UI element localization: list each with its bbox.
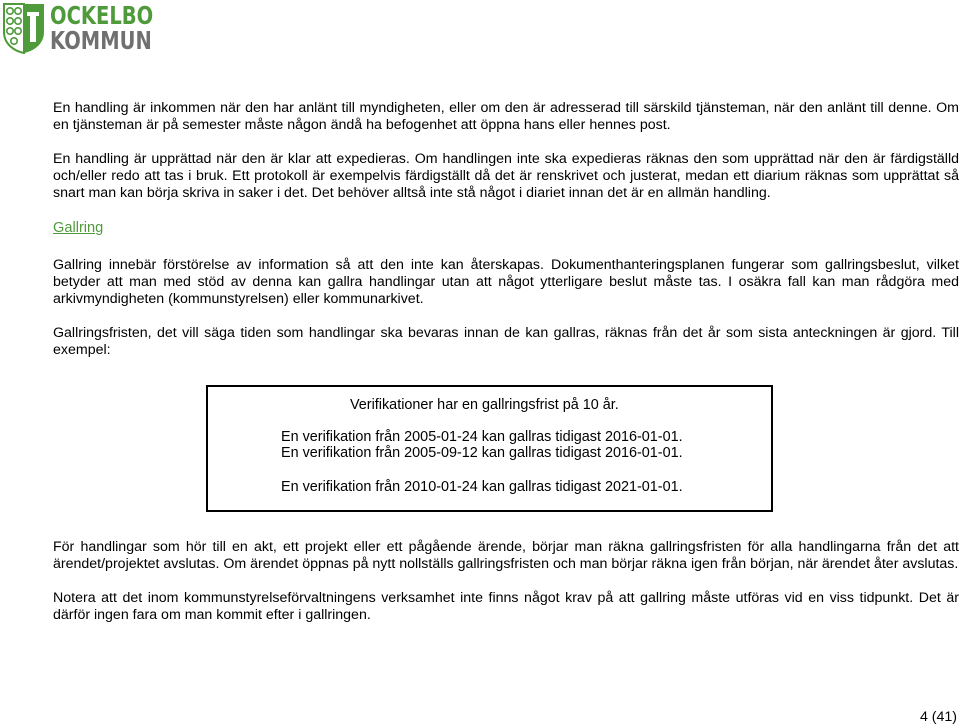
example-title: Verifikationer har en gallringsfrist på 10 år. [350,397,619,413]
page-number: 4 (41) [919,709,957,725]
example-box [206,385,773,512]
paragraph-gallringsfrist: Gallringsfristen, det vill säga tiden som handlingar ska bevaras innan de kan gallras, räknas från det år som sista anteckningen är gjord. Till exempel: [53,325,959,358]
paragraph-upprattad: En handling är upprättad när den är klar att expedieras. Om handlingen inte ska expedieras räknas den som upprättad när den är färdigställd och/eller redo att tas i bruk. Ett protokoll är exempelvis färdigställt då det är renskrivet och justerat, medan ett diarium räknas som upprättat så snart man kan börja skriva in saker i det. Det behöver alltså inte stå något i diariet innan det är en allmän handling. [53,151,959,201]
main-content [53,100,959,376]
example-line: En verifikation från 2005-09-12 kan gallras tidigast 2016-01-01. [281,445,683,461]
municipality-shield-icon [2,2,46,54]
example-line: En verifikation från 2010-01-24 kan gallras tidigast 2021-01-01. [281,479,683,495]
logo-text-ockelbo: OCKELBO [50,1,154,30]
page-header [0,0,200,58]
example-line: En verifikation från 2005-01-24 kan gallras tidigast 2016-01-01. [281,429,683,445]
paragraph-notera: Notera att det inom kommunstyrelseförvaltningens verksamhet inte finns något krav på att gallring måste utföras vid en viss tidpunkt. Det är därför ingen fara om man kommit efter i gallringen. [53,590,959,623]
paragraph-akt-projekt: För handlingar som hör till en akt, ett projekt eller ett pågående ärende, börjar man räkna gallringsfristen för alla handlingarna från det att ärendet/projektet avslutas. Om ärendet öppnas på nytt nollställs gallringsfristen och man börjar räkna igen från början, när ärendet åter avslutas. [53,539,959,572]
lower-content [53,539,959,641]
section-heading-gallring: Gallring [53,220,104,236]
logo-text-kommun: KOMMUN [50,26,152,55]
paragraph-gallring-definition: Gallring innebär förstörelse av information så att den inte kan återskapas. Dokumenthanteringsplanen fungerar som gallringsbeslut, vilket betyder att man med stöd av denna kan gallra handlingar utan att något ytterligare beslut måste tas. I osäkra fall kan man rådgöra med arkivmyndigheten (kommunstyrelsen) eller kommunarkivet. [53,257,959,307]
paragraph-inkommen: En handling är inkommen när den har anlänt till myndigheten, eller om den är adresserad till särskild tjänsteman, när den anlänt till denne. Om en tjänsteman är på semester måste någon ändå ha befogenhet att öppna hans eller hennes post. [53,100,959,133]
